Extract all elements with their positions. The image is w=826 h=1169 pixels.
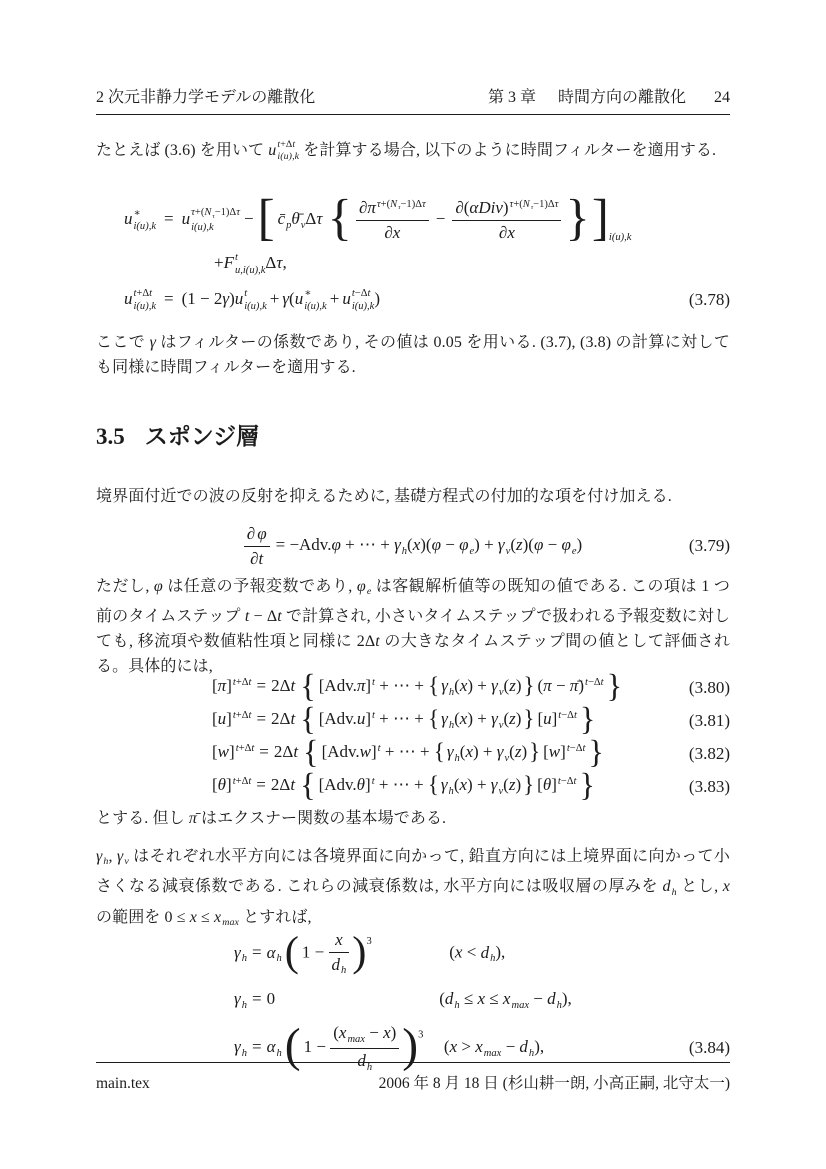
footer-filename: main.tex (96, 1075, 150, 1092)
header-chapter-title: 時間方向の離散化 (557, 89, 686, 106)
header-chapter-number: 第 3 章 (487, 89, 536, 106)
equation-tag: (3.81) (688, 711, 730, 730)
section-heading (96, 418, 730, 451)
equation-3-78 (96, 190, 730, 313)
equation-tag: (3.79) (688, 536, 730, 556)
equation-tag: (3.78) (688, 290, 730, 310)
footer-date-authors: 2006 年 8 月 18 日 (杉山耕一朗, 小高正嗣, 北守太一) (378, 1075, 730, 1092)
paragraph-exner-note: とする. 但し π̄ はエクスナー関数の基本場である. (96, 810, 447, 827)
section-number: 3.5 (96, 424, 125, 449)
paragraph-sponge-intro: 境界面付近での波の反射を抑えるために, 基礎方程式の付加的な項を付け加える. (96, 488, 672, 505)
paragraph-time-filter-intro: たとえば (3.6) を用いて u t+Δt i(u),k を計算する場合, 以下のように時間フィルターを適用する. (96, 138, 717, 163)
equation-line (96, 667, 730, 704)
equation-expression: $\gamma_h = 0$ (234, 989, 276, 1012)
paragraph-damping-coefficients: $\gamma_h$, $\gamma_v$ はそれぞれ水平方向には各境界面に向かって, 鉛直方向には上境界面に向かって小さくなる減衰係数である. これらの減衰係数は, 水平方向には吸収層の厚みを $d_h$ とし, x の範囲を $0 \le x \le x_{max}$ とすれば, (96, 848, 730, 929)
equation-line (96, 766, 730, 803)
equation-group-3-80-3-83 (96, 667, 730, 808)
equation-tag: (3.83) (688, 777, 730, 796)
equation-3-84 (96, 927, 730, 1074)
equation-expression: $\frac{\partial \varphi}{\partial t}$ = −Adv.φ + ⋯ + $\gamma_h(x)(\varphi - \varphi_e) + \gamma_v(z)(\varphi - \varphi_e)$ (244, 535, 582, 554)
equation-line (96, 287, 730, 313)
header-running-title: 2 次元非静力学モデルの離散化 (96, 89, 316, 106)
equation-tag: (3.82) (688, 744, 730, 763)
equation-condition: $(d_h \le x \le x_{max} - d_h)$, (439, 989, 572, 1012)
equation-expression: $[u]^{t+\Delta t} = 2\Delta t$ { $[Adv.u]^t$ + ⋯ + { $\gamma_h(x) + \gamma_v(z)$} $[u]^{t-\Delta t}$} (212, 700, 596, 737)
equation-line: u ∗ i(u),k = u $\tau+(N_\tau-1)\Delta\tau$ i(u),k −[ $c̄_p\thetā_v\Delta\tau${ $\frac{\partial\pi^{\tau+(N_\tau-1)\Delta\tau}}{\partial x}$ − $\frac{\partial(\alpha Div)^{\tau+(N_\tau-1)\Delta\tau}}{\partial x}$ }]$_{i(u),k}$ (124, 190, 632, 247)
page-footer (96, 1062, 730, 1093)
equation-tag: (3.80) (688, 678, 730, 697)
equation-expression: u t+Δt i(u),k = (1 − 2γ)u t i(u),k + γ(u ∗ i(u),k + u t−Δt i(u),k ) (124, 288, 381, 313)
paragraph-forecast-variables: ただし, φ は任意の予報変数であり, $\varphi_e$ は客観解析値等の既知の値である. この項は 1 つ前のタイムステップ t − Δt で計算され, 小さいタイムステップで扱われる予報変数に対しても, 移流項や数値粘性項と同様に 2Δt の大きなタイムステップ間の値として評価される。具体的には, (96, 578, 730, 676)
page-header (96, 84, 730, 115)
equation-tag: (3.84) (688, 1038, 730, 1058)
equation-line (96, 700, 730, 737)
equation-3-79 (96, 524, 730, 568)
equation-expression: $\gamma_h = \alpha_h$( 1 − $\frac{(x_{max} - x)}{d_h}$ )$^3$ (234, 1020, 424, 1073)
equation-expression: $[\theta]^{t+\Delta t} = 2\Delta t$ { $[Adv.\theta]^t$ + ⋯ + { $\gamma_h(x) + \gamma_v(z)$} $[\theta]^{t-\Delta t}$} (212, 766, 595, 803)
equation-expression: $\gamma_h = \alpha_h$( 1 − $\frac{x}{d_h}$ )$^3$ (234, 927, 372, 977)
paragraph-filter-coefficient: ここで γ はフィルターの係数であり, その値は 0.05 を用いる. (3.7), (3.8) の計算に対しても同様に時間フィルターを適用する. (96, 334, 730, 376)
equation-line (96, 733, 730, 770)
equation-expression: $[w]^{t+\Delta t} = 2\Delta t$ { $[Adv.w]^t$ + ⋯ + { $\gamma_h(x) + \gamma_v(z)$} $[w]^{t-\Delta t}$} (212, 733, 604, 770)
equation-line (96, 927, 730, 977)
equation-condition: $(x < d_h)$, (449, 942, 506, 965)
equation-line: +F t u,i(u),k Δτ, (214, 251, 287, 276)
page-number: 24 (714, 89, 730, 106)
equation-line (96, 524, 730, 568)
section-title: スポンジ層 (144, 423, 260, 449)
equation-expression: $[\pi]^{t+\Delta t} = 2\Delta t$ { $[Adv.\pi]^t$ + ⋯ + { $\gamma_h(x) + \gamma_v(z)$} (π − π̄)$^{t-\Delta t}$} (212, 667, 623, 704)
equation-line (96, 989, 730, 1011)
equation-condition: $(x > x_{max} - d_h)$, (443, 1037, 545, 1059)
